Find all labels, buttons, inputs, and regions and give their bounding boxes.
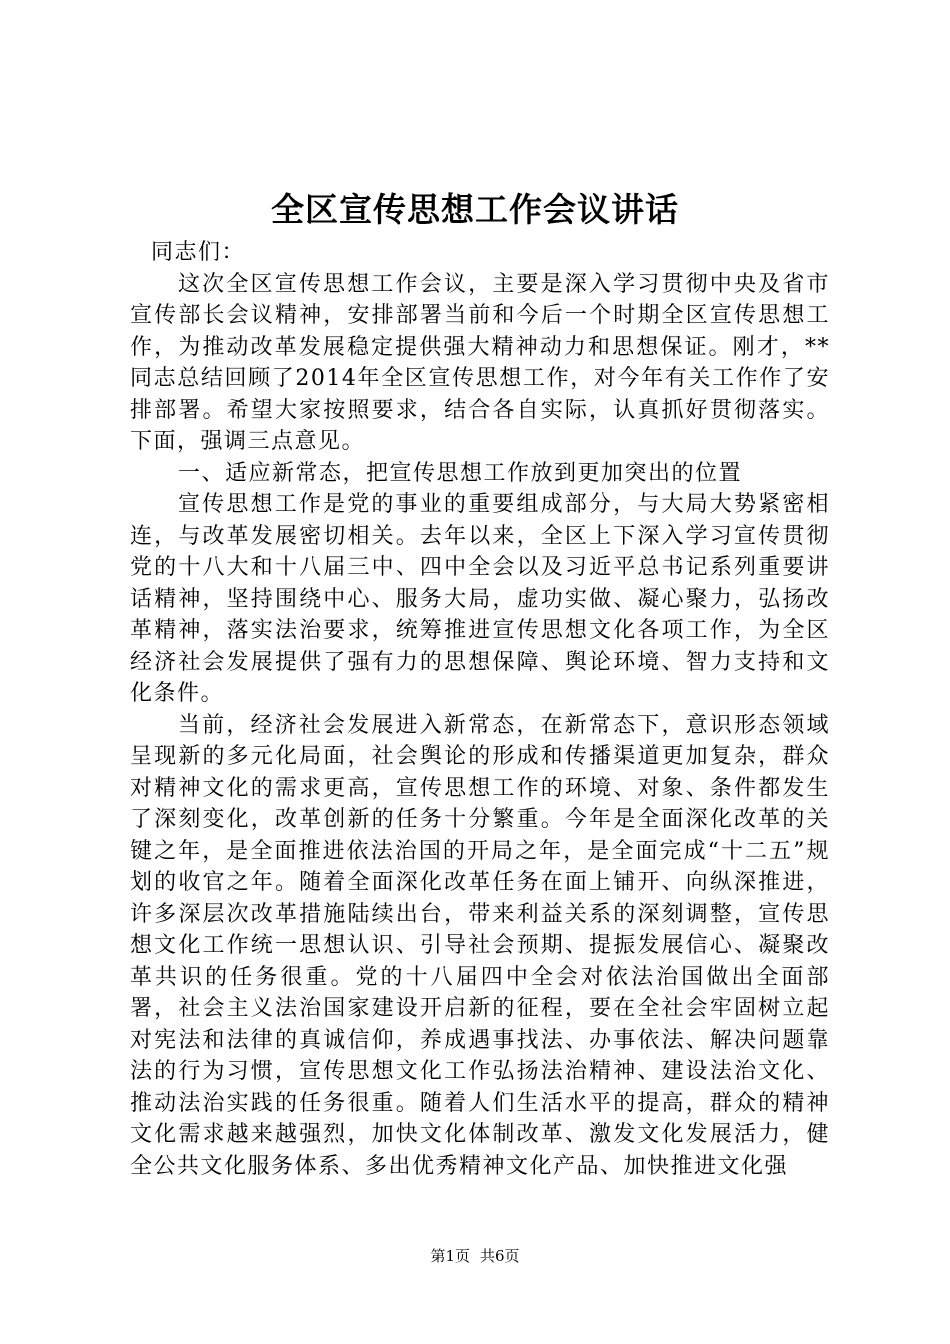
paragraph-3: 当前，经济社会发展进入新常态，在新常态下，意识形态领域呈现新的多元化局面，社会舆论的形成和传播渠道更加复杂，群众对精神文化的需求更高，宣传思想工作的环境、对象、条件都发生了深刻变化，改革创新的任务十分繁重。今年是全面深化改革的关键之年，是全面推进依法治国的开局之年，是全面完成“十二五”规划的收官之年。随着全面深化改革任务在面上铺开、向纵深推进，许多深层次改革措施陆续出台，带来利益关系的深刻调整，宣传思想文化工作统一思想认识、引导社会预期、提振发展信心、凝聚改革共识的任务很重。党的十八届四中全会对依法治国做出全面部署，社会主义法治国家建设开启新的征程，要在全社会牢固树立起对宪法和法律的真诚信仰，养成遇事找法、办事依法、解决问题靠法的行为习惯，宣传思想文化工作弘扬法治精神、建设法治文化、推动法治实践的任务很重。随着人们生活水平的提高，群众的精神文化需求越来越强烈，加快文化体制改革、激发文化发展活力，健全公共文化服务体系、多出优秀精神文化产品、加快推进文化强 [130,712,830,1179]
page-footer [0,1246,950,1266]
document-title: 全区宣传思想工作会议讲话 [271,190,679,229]
salutation: 同志们： [151,240,246,265]
page-number-total: 共6页 [480,1247,520,1265]
page-number-current: 第1页 [430,1247,470,1265]
paragraph-2: 宣传思想工作是党的事业的重要组成部分，与大局大势紧密相连，与改革发展密切相关。去年以来，全区上下深入学习宣传贯彻党的十八大和十八届三中、四中全会以及习近平总书记系列重要讲话精神，坚持围绕中心、服务大局，虚功实做、凝心聚力，弘扬改革精神，落实法治要求，统筹推进宣传思想文化各项工作，为全区经济社会发展提供了强有力的思想保障、舆论环境、智力支持和文化条件。 [130,492,830,706]
document-body [130,237,830,1182]
section-heading-1: 一、适应新常态，把宣传思想工作放到更加突出的位置 [178,460,743,486]
paragraph-1: 这次全区宣传思想工作会议，主要是深入学习贯彻中央及省市宣传部长会议精神，安排部署当前和今后一个时期全区宣传思想工作，为推动改革发展稳定提供强大精神动力和思想保证。刚才，**同志总结回顾了2014年全区宣传思想工作，对今年有关工作作了安排部署。希望大家按照要求，结合各自实际，认真抓好贯彻落实。下面，强调三点意见。 [130,271,830,454]
